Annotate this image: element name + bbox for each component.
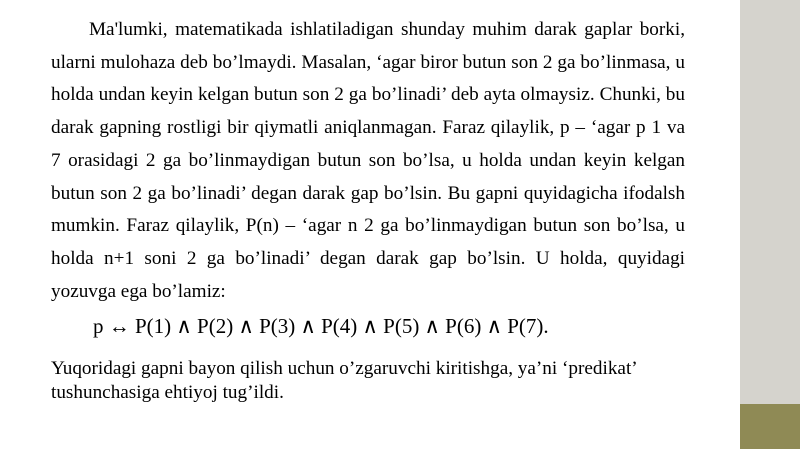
formula: p ↔ P(1) ∧ P(2) ∧ P(3) ∧ P(4) ∧ P(5) ∧ P(6) ∧ P(7). bbox=[93, 314, 549, 338]
main-paragraph: Ma'lumki, matematikada ishlatiladigan shunday muhim darak gaplar borki, ularni mulohaza deb bo’lmaydi. Masalan, ‘agar biror butun son 2 ga bo’linmasa, u holda undan keyin kelgan butun son 2 ga bo’linadi’ deb ayta olmaysiz. Chunki, bu darak gapning rostligi bir qiymatli aniqlanmagan. Faraz qilaylik, p – ‘agar p 1 va 7 orasidagi 2 ga bo’linmaydigan butun son bo’lsa, u holda undan keyin kelgan butun son 2 ga bo’linadi’ degan darak gap bo’lsin. Bu gapni quyidagicha ifodalsh mumkin. Faraz qilaylik, P(n) – ‘agar n 2 ga bo’linmaydigan butun son bo’lsa, u holda n+1 soni 2 ga bo’linadi’ degan darak gap bo’lsin. U holda, quyidagi yozuvga ega bo’lamiz: bbox=[51, 19, 685, 302]
decorative-side-bar bbox=[740, 0, 800, 449]
decorative-side-bar-accent bbox=[740, 404, 800, 449]
conclusion-paragraph: Yuqoridagi gapni bayon qilish uchun o’zgaruvchi kiritishga, ya’ni ‘predikat’ tushunchasiga ehtiyoj tug’ildi. bbox=[51, 358, 637, 403]
